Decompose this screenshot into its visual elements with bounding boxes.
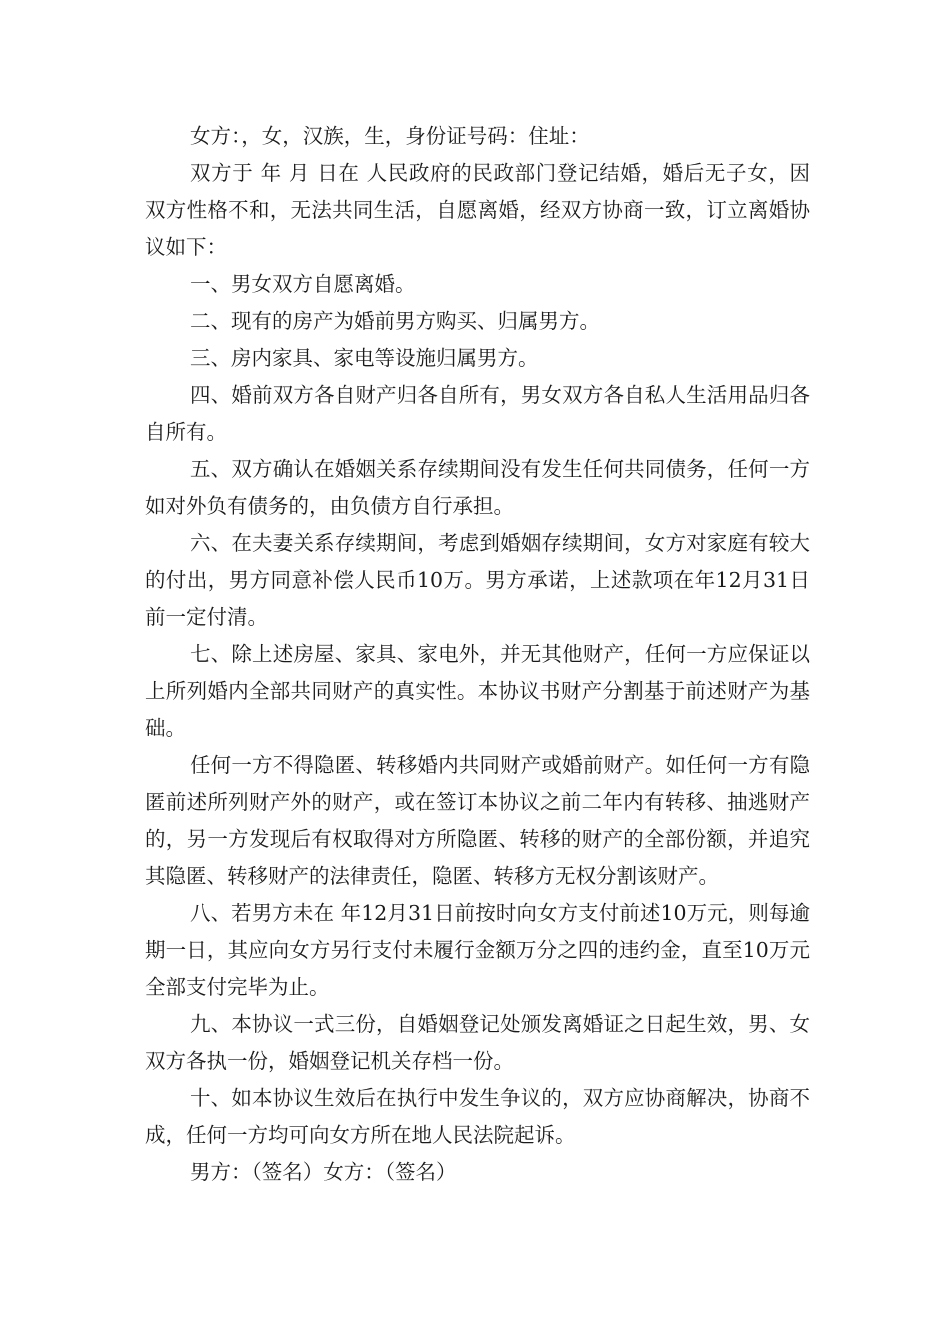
clause-7: 七、除上述房屋、家具、家电外，并无其他财产，任何一方应保证以上所列婚内全部共同财产的真实性。本协议书财产分割基于前述财产为基础。 <box>145 642 810 740</box>
clause-8: 八、若男方未在 年12月31日前按时向女方支付前述10万元，则每逾期一日，其应向女方另行支付未履行金额万分之四的违约金，直至10万元全部支付完毕为止。 <box>145 901 810 999</box>
marriage-registration-paragraph: 双方于 年 月 日在 人民政府的民政部门登记结婚，婚后无子女，因双方性格不和，无法共同生活，自愿离婚，经双方协商一致，订立离婚协议如下： <box>145 161 810 259</box>
clause-3: 三、房内家具、家电等设施归属男方。 <box>190 346 539 370</box>
clause-4: 四、婚前双方各自财产归各自所有，男女双方各自私人生活用品归各自所有。 <box>145 383 810 444</box>
clause-5: 五、双方确认在婚姻关系存续期间没有发生任何共同债务，任何一方如对外负有债务的，由负债方自行承担。 <box>145 457 810 518</box>
clause-10: 十、如本协议生效后在执行中发生争议的，双方应协商解决，协商不成，任何一方均可向女方所在地人民法院起诉。 <box>145 1086 810 1147</box>
party-female-info: 女方：，女，汉族，生，身份证号码：住址： <box>190 124 590 148</box>
clause-1: 一、男女双方自愿离婚。 <box>190 272 416 296</box>
clause-7-continued: 任何一方不得隐匿、转移婚内共同财产或婚前财产。如任何一方有隐匿前述所列财产外的财产，或在签订本协议之前二年内有转移、抽逃财产的，另一方发现后有权取得对方所隐匿、转移的财产的全部份额，并追究其隐匿、转移财产的法律责任，隐匿、转移方无权分割该财产。 <box>145 753 810 888</box>
clause-2: 二、现有的房产为婚前男方购买、归属男方。 <box>190 309 600 333</box>
clause-9: 九、本协议一式三份，自婚姻登记处颁发离婚证之日起生效，男、女双方各执一份，婚姻登记机关存档一份。 <box>145 1012 810 1073</box>
clause-6: 六、在夫妻关系存续期间，考虑到婚姻存续期间，女方对家庭有较大的付出，男方同意补偿人民币10万。男方承诺，上述款项在年12月31日前一定付清。 <box>145 531 810 629</box>
agreement-document <box>145 118 810 1191</box>
signature-line: 男方：（签名）女方：（签名） <box>190 1160 457 1184</box>
